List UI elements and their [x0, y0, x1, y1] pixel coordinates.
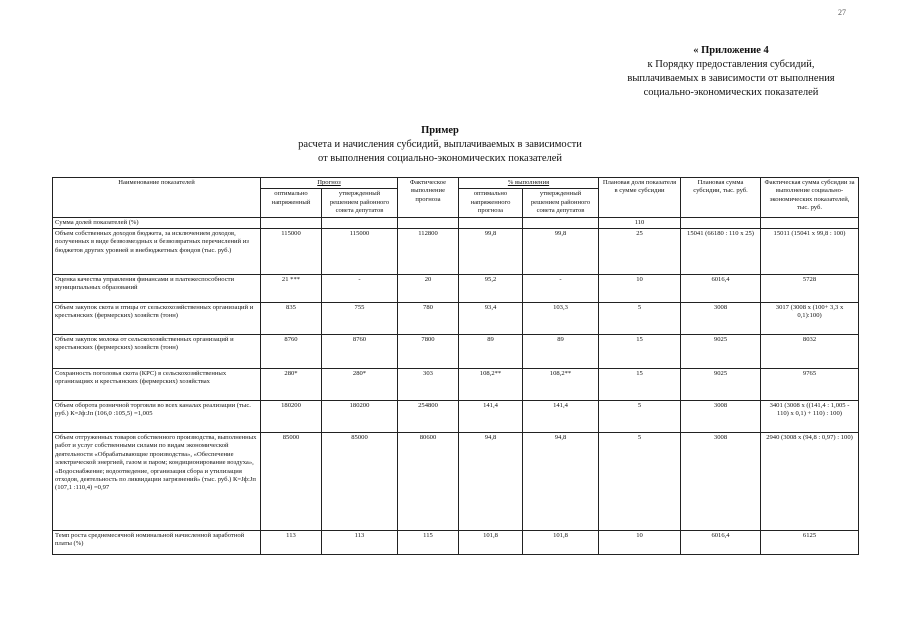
- pct-opt: 95,2: [459, 275, 523, 303]
- share-value: 10: [599, 275, 681, 303]
- fact-sum: 15011 (15041 x 99,8 : 100): [761, 229, 859, 275]
- table-cell: [681, 217, 761, 228]
- plan-sum: 9025: [681, 369, 761, 401]
- pct-opt: 101,8: [459, 531, 523, 555]
- table-cell: [261, 217, 322, 228]
- pct-opt: 99,8: [459, 229, 523, 275]
- table-cell: [761, 217, 859, 228]
- fact-sum: 2940 (3008 x (94,8 : 0,97) : 100): [761, 433, 859, 531]
- pct-appr: 141,4: [523, 401, 599, 433]
- fact-sum: 3401 (3008 x ((141,4 : 1,005 - 110) x 0,1) + 110) : 100): [761, 401, 859, 433]
- header-plan-sum: Плановая сумма субсидии, тыс. руб.: [681, 178, 761, 218]
- fact-sum: 9765: [761, 369, 859, 401]
- forecast-appr: 115000: [322, 229, 398, 275]
- pct-appr: 89: [523, 335, 599, 369]
- heading-line: расчета и начисления субсидий, выплачиваемых в зависимости: [298, 139, 582, 150]
- actual-value: 780: [398, 303, 459, 335]
- forecast-opt: 115000: [261, 229, 322, 275]
- table-row: [53, 275, 859, 303]
- indicator-name: Оценка качества управления финансами и платежеспособности муниципальных образований: [53, 275, 261, 303]
- actual-value: 303: [398, 369, 459, 401]
- forecast-appr: 85000: [322, 433, 398, 531]
- forecast-appr: 180200: [322, 401, 398, 433]
- actual-value: 254800: [398, 401, 459, 433]
- forecast-appr: 280*: [322, 369, 398, 401]
- actual-value: 112800: [398, 229, 459, 275]
- total-row: [53, 217, 859, 228]
- indicator-name: Объем собственных доходов бюджета, за исключением доходов, полученных в виде безвозмездных и безвозвратных перечислений из бюджетов других уровней и внебюджетных фондов (тыс. руб.): [53, 229, 261, 275]
- share-value: 5: [599, 401, 681, 433]
- table-row: [53, 303, 859, 335]
- forecast-appr: 755: [322, 303, 398, 335]
- table-row: [53, 229, 859, 275]
- forecast-opt: 85000: [261, 433, 322, 531]
- table-row: [53, 531, 859, 555]
- share-value: 5: [599, 433, 681, 531]
- indicator-name: Объем отгруженных товаров собственного производства, выполненных работ и услуг собственными силами по видам экономической деятельности «Обрабатывающие производства», «Обеспечение электрической энергией, газом и паром; кондиционирование воздуха», «Водоснабжение; водоотведение, организация сбора и утилизация отходов, деятельность по ликвидации загрязнений» (тыс. руб.) К=Jф:Jп (107,1 :110,4) =0,97: [53, 433, 261, 531]
- header-pct-opt: оптимально напряженного прогноза: [459, 189, 523, 217]
- table-cell: [459, 217, 523, 228]
- table-cell: [523, 217, 599, 228]
- table-row: [53, 401, 859, 433]
- forecast-appr: 113: [322, 531, 398, 555]
- fact-sum: 8032: [761, 335, 859, 369]
- plan-sum: 3008: [681, 433, 761, 531]
- page-number: 27: [838, 8, 846, 17]
- indicator-name: Темп роста среднемесячной номинальной начисленной заработной платы (%): [53, 531, 261, 555]
- header-forecast-opt: оптимально напряженный: [261, 189, 322, 217]
- pct-opt: 141,4: [459, 401, 523, 433]
- actual-value: 80600: [398, 433, 459, 531]
- heading-line: от выполнения социально-экономических показателей: [317, 153, 563, 164]
- plan-sum: 3008: [681, 401, 761, 433]
- document-heading: [250, 124, 630, 166]
- table-row: [53, 335, 859, 369]
- table-row: [53, 369, 859, 401]
- header-pct-appr: утвержденный решением районного совета депутатов: [523, 189, 599, 217]
- table-row: [53, 433, 859, 531]
- header-name: Наименование показателей: [53, 178, 261, 218]
- pct-appr: 108,2**: [523, 369, 599, 401]
- share-value: 25: [599, 229, 681, 275]
- indicator-name: Объем оборота розничной торговли во всех каналах реализации (тыс. руб.) К=Jф:Jп (106,0 :105,5) =1,005: [53, 401, 261, 433]
- plan-sum: 6016,4: [681, 531, 761, 555]
- share-value: 5: [599, 303, 681, 335]
- forecast-opt: 21 ***: [261, 275, 322, 303]
- header-pct: % выполнения: [459, 178, 599, 189]
- plan-sum: 9025: [681, 335, 761, 369]
- forecast-opt: 113: [261, 531, 322, 555]
- share-value: 15: [599, 369, 681, 401]
- plan-sum: 6016,4: [681, 275, 761, 303]
- fact-sum: 5728: [761, 275, 859, 303]
- appendix-title: « Приложение 4: [693, 45, 769, 56]
- header-forecast-appr: утвержденный решением районного совета депутатов: [322, 189, 398, 217]
- forecast-appr: -: [322, 275, 398, 303]
- pct-opt: 108,2**: [459, 369, 523, 401]
- total-row-name: Сумма долей показателей (%): [53, 217, 261, 228]
- header-share: Плановая доля показателя в сумме субсидии: [599, 178, 681, 218]
- appendix-block: [596, 44, 866, 100]
- table-header-row: [53, 178, 859, 189]
- table-cell: [398, 217, 459, 228]
- table-cell: [322, 217, 398, 228]
- appendix-line: к Порядку предоставления субсидий,: [647, 59, 815, 70]
- pct-appr: 94,8: [523, 433, 599, 531]
- header-actual: Фактическое выполнение прогноза: [398, 178, 459, 218]
- pct-opt: 94,8: [459, 433, 523, 531]
- share-value: 15: [599, 335, 681, 369]
- forecast-opt: 835: [261, 303, 322, 335]
- forecast-appr: 8760: [322, 335, 398, 369]
- pct-appr: 101,8: [523, 531, 599, 555]
- plan-sum: 3008: [681, 303, 761, 335]
- appendix-line: социально-экономических показателей: [643, 87, 819, 98]
- appendix-line: выплачиваемых в зависимости от выполнения: [627, 73, 835, 84]
- actual-value: 20: [398, 275, 459, 303]
- share-value: 10: [599, 531, 681, 555]
- actual-value: 7800: [398, 335, 459, 369]
- forecast-opt: 280*: [261, 369, 322, 401]
- indicator-name: Объем закупок молока от сельскохозяйственных организаций и крестьянских (фермерских) хозяйств (тонн): [53, 335, 261, 369]
- fact-sum: 3017 (3008 x (100+ 3,3 x 0,1):100): [761, 303, 859, 335]
- pct-appr: 103,3: [523, 303, 599, 335]
- heading-title: Пример: [421, 125, 459, 136]
- pct-appr: -: [523, 275, 599, 303]
- plan-sum: 15041 (66180 : 110 x 25): [681, 229, 761, 275]
- forecast-opt: 8760: [261, 335, 322, 369]
- header-forecast: Прогноз: [261, 178, 398, 189]
- pct-appr: 99,8: [523, 229, 599, 275]
- forecast-opt: 180200: [261, 401, 322, 433]
- fact-sum: 6125: [761, 531, 859, 555]
- pct-opt: 93,4: [459, 303, 523, 335]
- indicator-name: Объем закупок скота и птицы от сельскохозяйственных организаций и крестьянских (фермерских) хозяйств (тонн): [53, 303, 261, 335]
- actual-value: 115: [398, 531, 459, 555]
- pct-opt: 89: [459, 335, 523, 369]
- indicator-name: Сохранность поголовья скота (КРС) в сельскохозяйственных организациях и крестьянских (фермерских) хозяйствах: [53, 369, 261, 401]
- total-row-share: 110: [599, 217, 681, 228]
- indicators-table: [52, 177, 859, 555]
- header-fact-sum: Фактическая сумма субсидии за выполнение социально-экономических показателей, тыс. руб.: [761, 178, 859, 218]
